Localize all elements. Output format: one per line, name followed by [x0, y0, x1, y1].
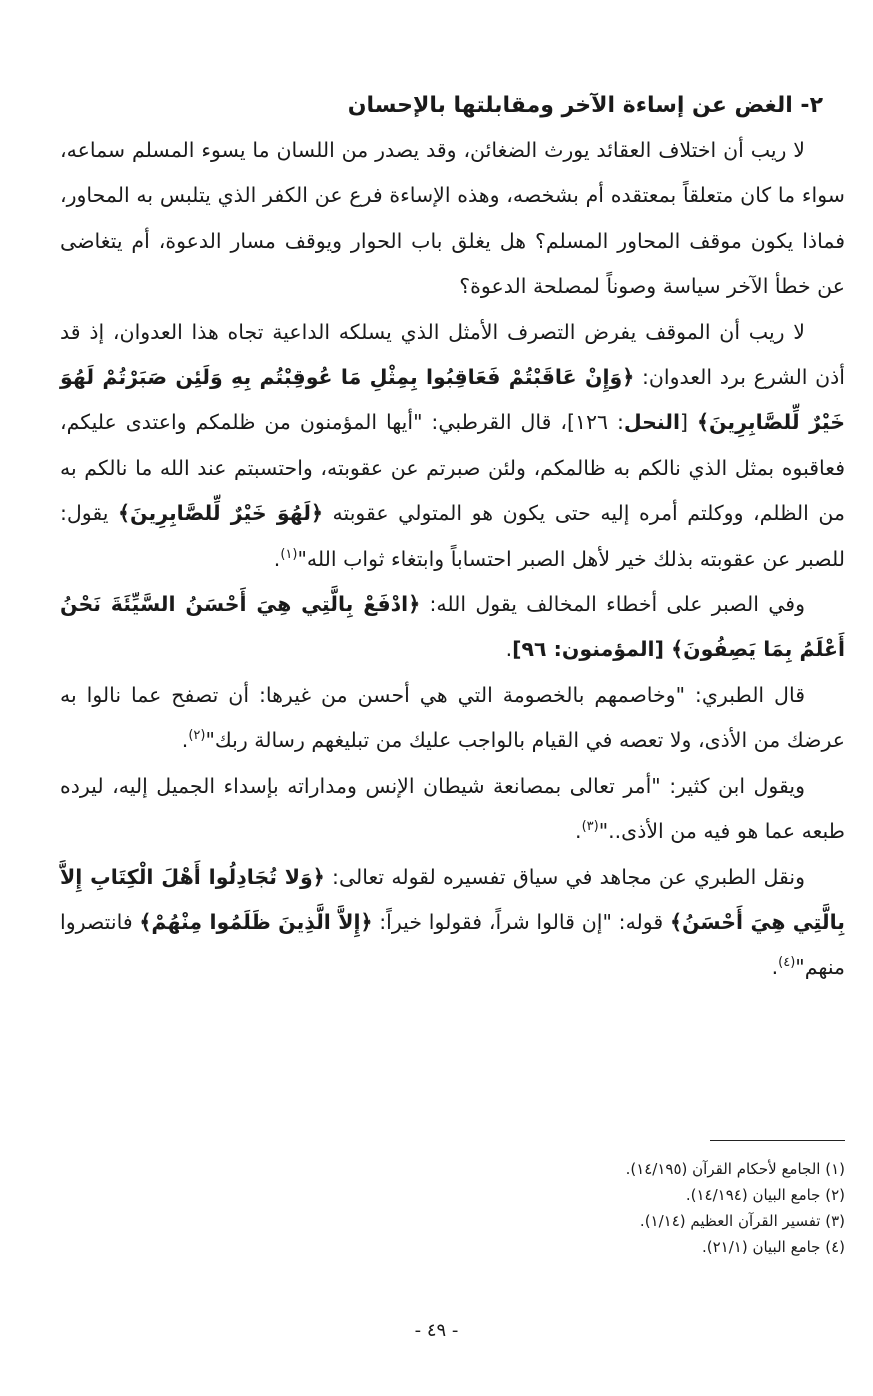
paragraph-5-text-a: ويقول ابن كثير: "أمر تعالى بمصانعة شيطان الإنس ومداراته بإسداء الجميل إليه، ليرده طبعه عما هو فيه من الأذى.." — [60, 773, 845, 844]
verse-ref-number: : ١٢٦ — [574, 410, 624, 435]
quran-verse-muminun: ﴿ادْفَعْ بِالَّتِي هِيَ أَحْسَنُ السَّيِّئَةَ نَحْنُ أَعْلَمُ بِمَا يَصِفُونَ﴾ — [60, 592, 845, 662]
paragraph-4-text-a: قال الطبري: "وخاصمهم بالخصومة التي هي أحسن من غيرها: أن تصفح عما نالوا به عرضك من الأذى، ولا تعصه في القيام بالواجب عليك من تبليغهم رسالة ربك" — [60, 682, 845, 753]
paragraph-3 — [60, 582, 845, 673]
paragraph-6 — [60, 855, 845, 991]
footnote-marker-4: (٤) — [778, 955, 796, 971]
paragraph-2-text-a: لا ريب أن الموقف يفرض التصرف الأمثل الذي يسلكه الداعية تجاه هذا العدوان، إذ قد أذن الشرع برد العدوان: — [60, 319, 846, 390]
paragraph-3-text-a: وفي الصبر على أخطاء المخالف يقول الله: — [420, 592, 806, 617]
verse-ref-surah: النحل — [623, 410, 681, 435]
footnote-divider — [710, 1140, 845, 1141]
paragraph-4 — [60, 673, 845, 764]
paragraph-6-text-c: فانتصروا منهم" — [60, 909, 845, 980]
paragraph-2 — [60, 310, 845, 582]
verse-ref-close: ] — [566, 410, 575, 435]
footnote-2: (٢) جامع البيان (١٤/١٩٤). — [685, 1186, 845, 1204]
paragraph-4-end: . — [181, 728, 189, 753]
paragraph-5 — [60, 764, 845, 855]
paragraph-6-text-b: قوله: "إن قالوا شراً، فقولوا خيراً: — [372, 909, 670, 934]
verse-ref-muminun: [المؤمنون: ٩٦] — [512, 637, 672, 662]
footnote-1: (١) الجامع لأحكام القرآن (١٤/١٩٥). — [625, 1160, 845, 1178]
quran-verse-ankabut: ﴿وَلا تُجَادِلُوا أَهْلَ الْكِتَابِ إِلاَّ بِالَّتِي هِيَ أَحْسَنُ﴾ — [60, 864, 845, 934]
verse-ref-open: [ — [680, 410, 697, 435]
footnote-marker-2: (٢) — [188, 728, 206, 744]
paragraph-2-text-c: يقول: للصبر عن عقوبته بذلك خير لأهل الصبر احتساباً وابتغاء ثواب الله" — [60, 501, 845, 571]
paragraph-6-text-a: ونقل الطبري عن مجاهد في سياق تفسيره لقوله تعالى: — [324, 864, 806, 889]
footnote-3: (٣) تفسير القرآن العظيم (١/١٤). — [639, 1212, 845, 1230]
section-heading: ٢- الغض عن إساءة الآخر ومقابلتها بالإحسان — [347, 93, 823, 118]
paragraph-2-text-b: ، قال القرطبي: "أيها المؤمنون من ظلمكم واعتدى عليكم، فعاقبوه بمثل الذي نالكم به ظالمكم، ولئن صبرتم عن عقوبته، واحتسبتم عند الله ما نالكم به من الظلم، ووكلتم أمره إليه حتى يكون هو المتولي عقوبته — [60, 410, 845, 526]
page-number: - ٤٩ - — [414, 1320, 459, 1341]
footnote-4: (٤) جامع البيان (٢١/١). — [701, 1238, 845, 1256]
quran-verse-nahl: ﴿وَإِنْ عَاقَبْتُمْ فَعَاقِبُوا بِمِثْلِ مَا عُوقِبْتُم بِهِ وَلَئِن صَبَرْتُمْ لَهُوَ خَيْرٌ لِّلصَّابِرِينَ﴾ — [60, 365, 845, 435]
footnote-marker-1: (١) — [280, 546, 298, 562]
paragraph-2-end: . — [273, 546, 281, 571]
paragraph-6-end: . — [771, 955, 779, 980]
paragraph-3-end: . — [505, 637, 513, 662]
quran-verse-fragment-2: ﴿إِلاَّ الَّذِينَ ظَلَمُوا مِنْهُمْ﴾ — [139, 909, 373, 934]
paragraph-5-end: . — [575, 819, 582, 844]
page-body — [60, 86, 845, 991]
quran-verse-fragment: ﴿لَهُوَ خَيْرٌ لِّلصَّابِرِينَ﴾ — [118, 501, 323, 526]
footnote-marker-3: (٣) — [581, 819, 599, 835]
paragraph-1: لا ريب أن اختلاف العقائد يورث الضغائن، وقد يصدر من اللسان ما يسوء المسلم سماعه، سواء ما كان متعلقاً بمعتقده أم بشخصه، وهذه الإساءة فرع عن الكفر الذي يتلبس به المحاور، فماذا يكون موقف المحاور المسلم؟ هل يغلق باب الحوار ويوقف مسار الدعوة، أم يتغاضى عن خطأ الآخر سياسة وصوناً لمصلحة الدعوة؟ — [60, 138, 845, 299]
footnotes — [60, 1156, 845, 1260]
